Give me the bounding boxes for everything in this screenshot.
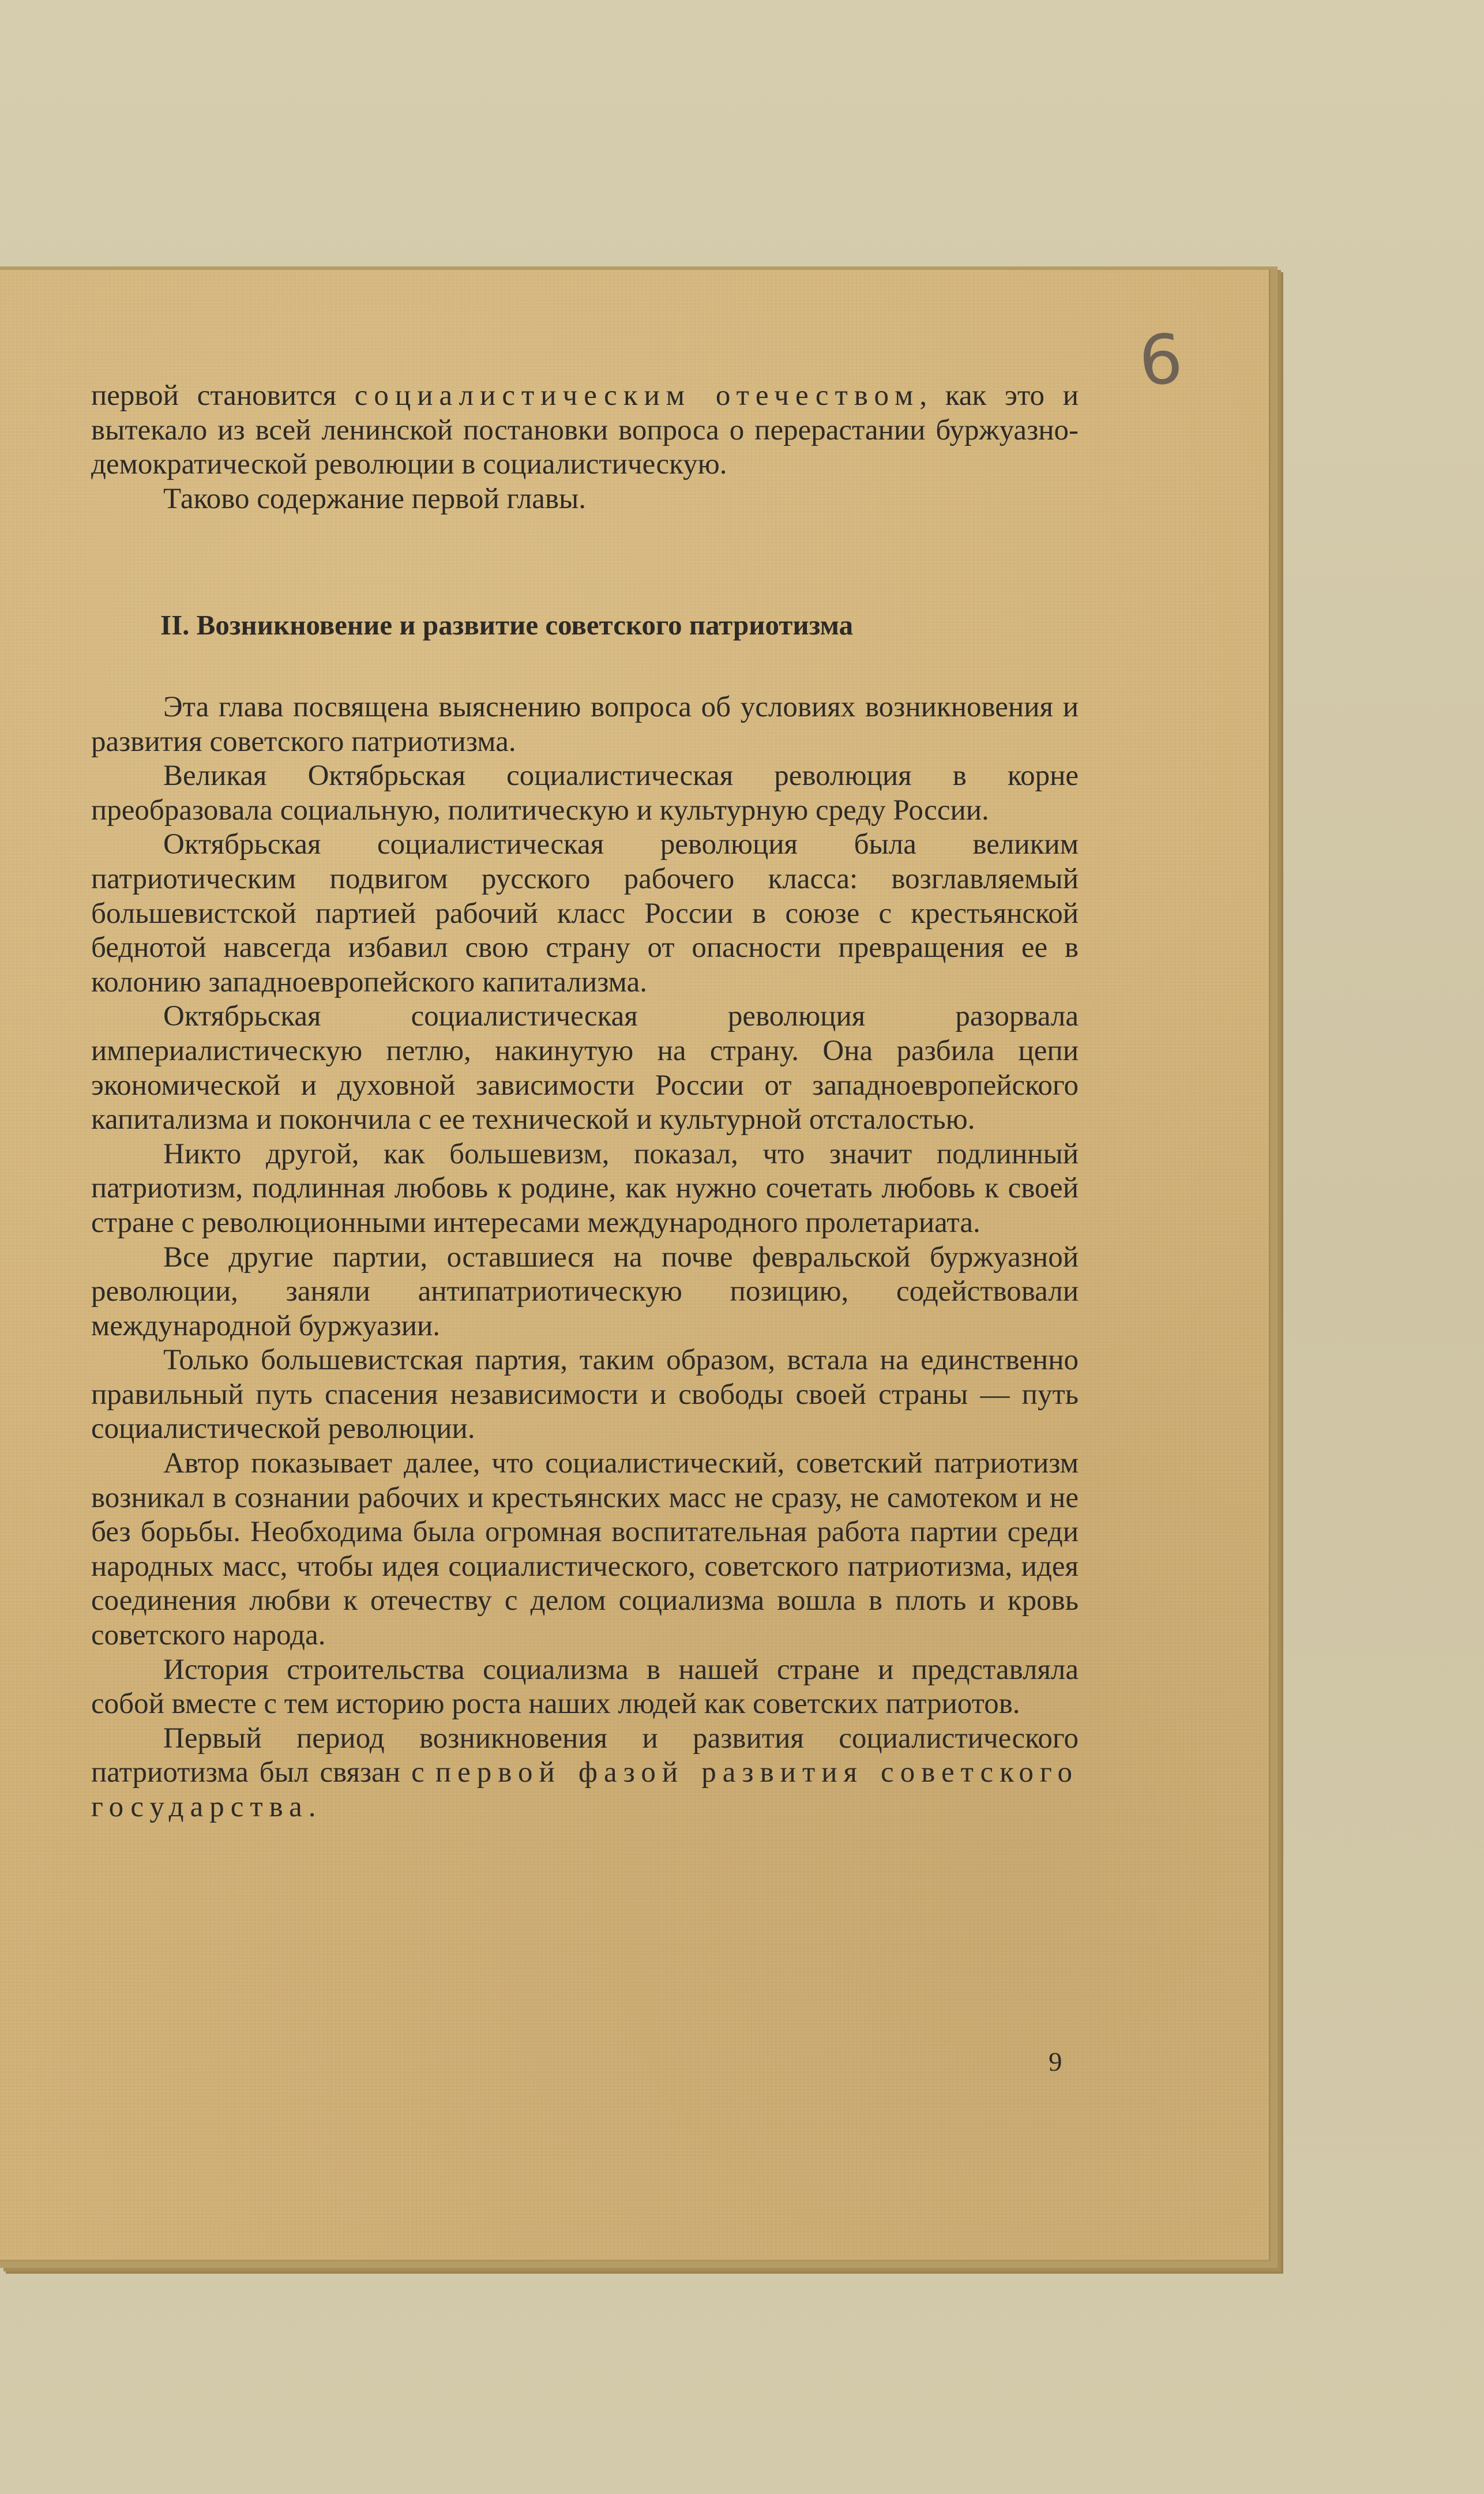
body-paragraph: Великая Октябрьская социалистическая революция в корне преобразовала социальную, политическую и культурную среду России. <box>91 760 1079 827</box>
body-paragraph: Все другие партии, оставшиеся на почве февральской буржуазной революции, заняли антипатриотическую позицию, содействовали международной буржуазии. <box>91 1241 1079 1342</box>
last-paragraph <box>91 1722 1079 1825</box>
continuation-lead: первой становится <box>91 380 355 412</box>
continuation-emphasis: социалистическим отечеством <box>354 380 920 412</box>
body-paragraph: Эта глава посвящена выяснению вопроса об условиях возникновения и развития советского патриотизма. <box>91 691 1079 758</box>
handwritten-page-mark: 6 <box>1136 318 1185 401</box>
continuation-rest: , как это и вытекало из всей ленинской постановки вопроса о перерастании буржуазно-демократической революции в социалистическую. <box>91 380 1079 481</box>
body-paragraph: Автор показывает далее, что социалистический, советский патриотизм возникал в сознании рабочих и крестьянских масс не сразу, не самотеком и не без борьбы. Необходима была огромная воспитательная работа партии среди народных масс, чтобы идея социалистического, советского патриотизма, идея соединения любви к отечеству с делом социализма вошла в плоть и кровь советского народа. <box>91 1447 1079 1652</box>
continuation-paragraph <box>91 379 1079 482</box>
body-paragraph: Никто другой, как большевизм, показал, что значит подлинный патриотизм, подлинная любовь к родине, как нужно сочетать любовь к своей стране с революционными интересами международного пролетариата. <box>91 1137 1079 1239</box>
last-paragraph-end: . <box>308 1791 316 1823</box>
body-paragraph: Октябрьская социалистическая революция разорвала империалистическую петлю, накинутую на страну. Она разбила цепи экономической и духовной зависимости России от западноевропейского капитализма и покончила с ее технической и культурной отсталостью. <box>91 1000 1079 1136</box>
page-number: 9 <box>1049 2047 1062 2077</box>
chapter-heading: II. Возникновение и развитие советского патриотизма <box>160 609 854 641</box>
body-paragraph: Октябрьская социалистическая революция была великим патриотическим подвигом русского рабочего класса: возглавляемый большевистской партией рабочий класс России в союзе с крестьянской беднотой навсегда избавил свою страну от опасности превращения ее в колонию западноевропейского капитализма. <box>91 828 1079 998</box>
body-paragraph: История строительства социализма в нашей стране и представляла собой вместе с тем историю роста наших людей как советских патриотов. <box>91 1653 1079 1721</box>
body-paragraph: Только большевистская партия, таким образом, встала на единственно правильный путь спасения независимости и свободы своей страны — путь социалистической революции. <box>91 1344 1079 1445</box>
body-text-block <box>91 690 1079 1825</box>
last-paragraph-lead: Первый период возникновения и развития социалистического патриотизма был связан с <box>91 1722 1079 1789</box>
summary-paragraph: Таково содержание первой главы. <box>163 482 587 515</box>
top-text-block <box>91 379 1079 516</box>
last-paragraph-emphasis: первой фазой развития советского государства <box>91 1756 1079 1823</box>
